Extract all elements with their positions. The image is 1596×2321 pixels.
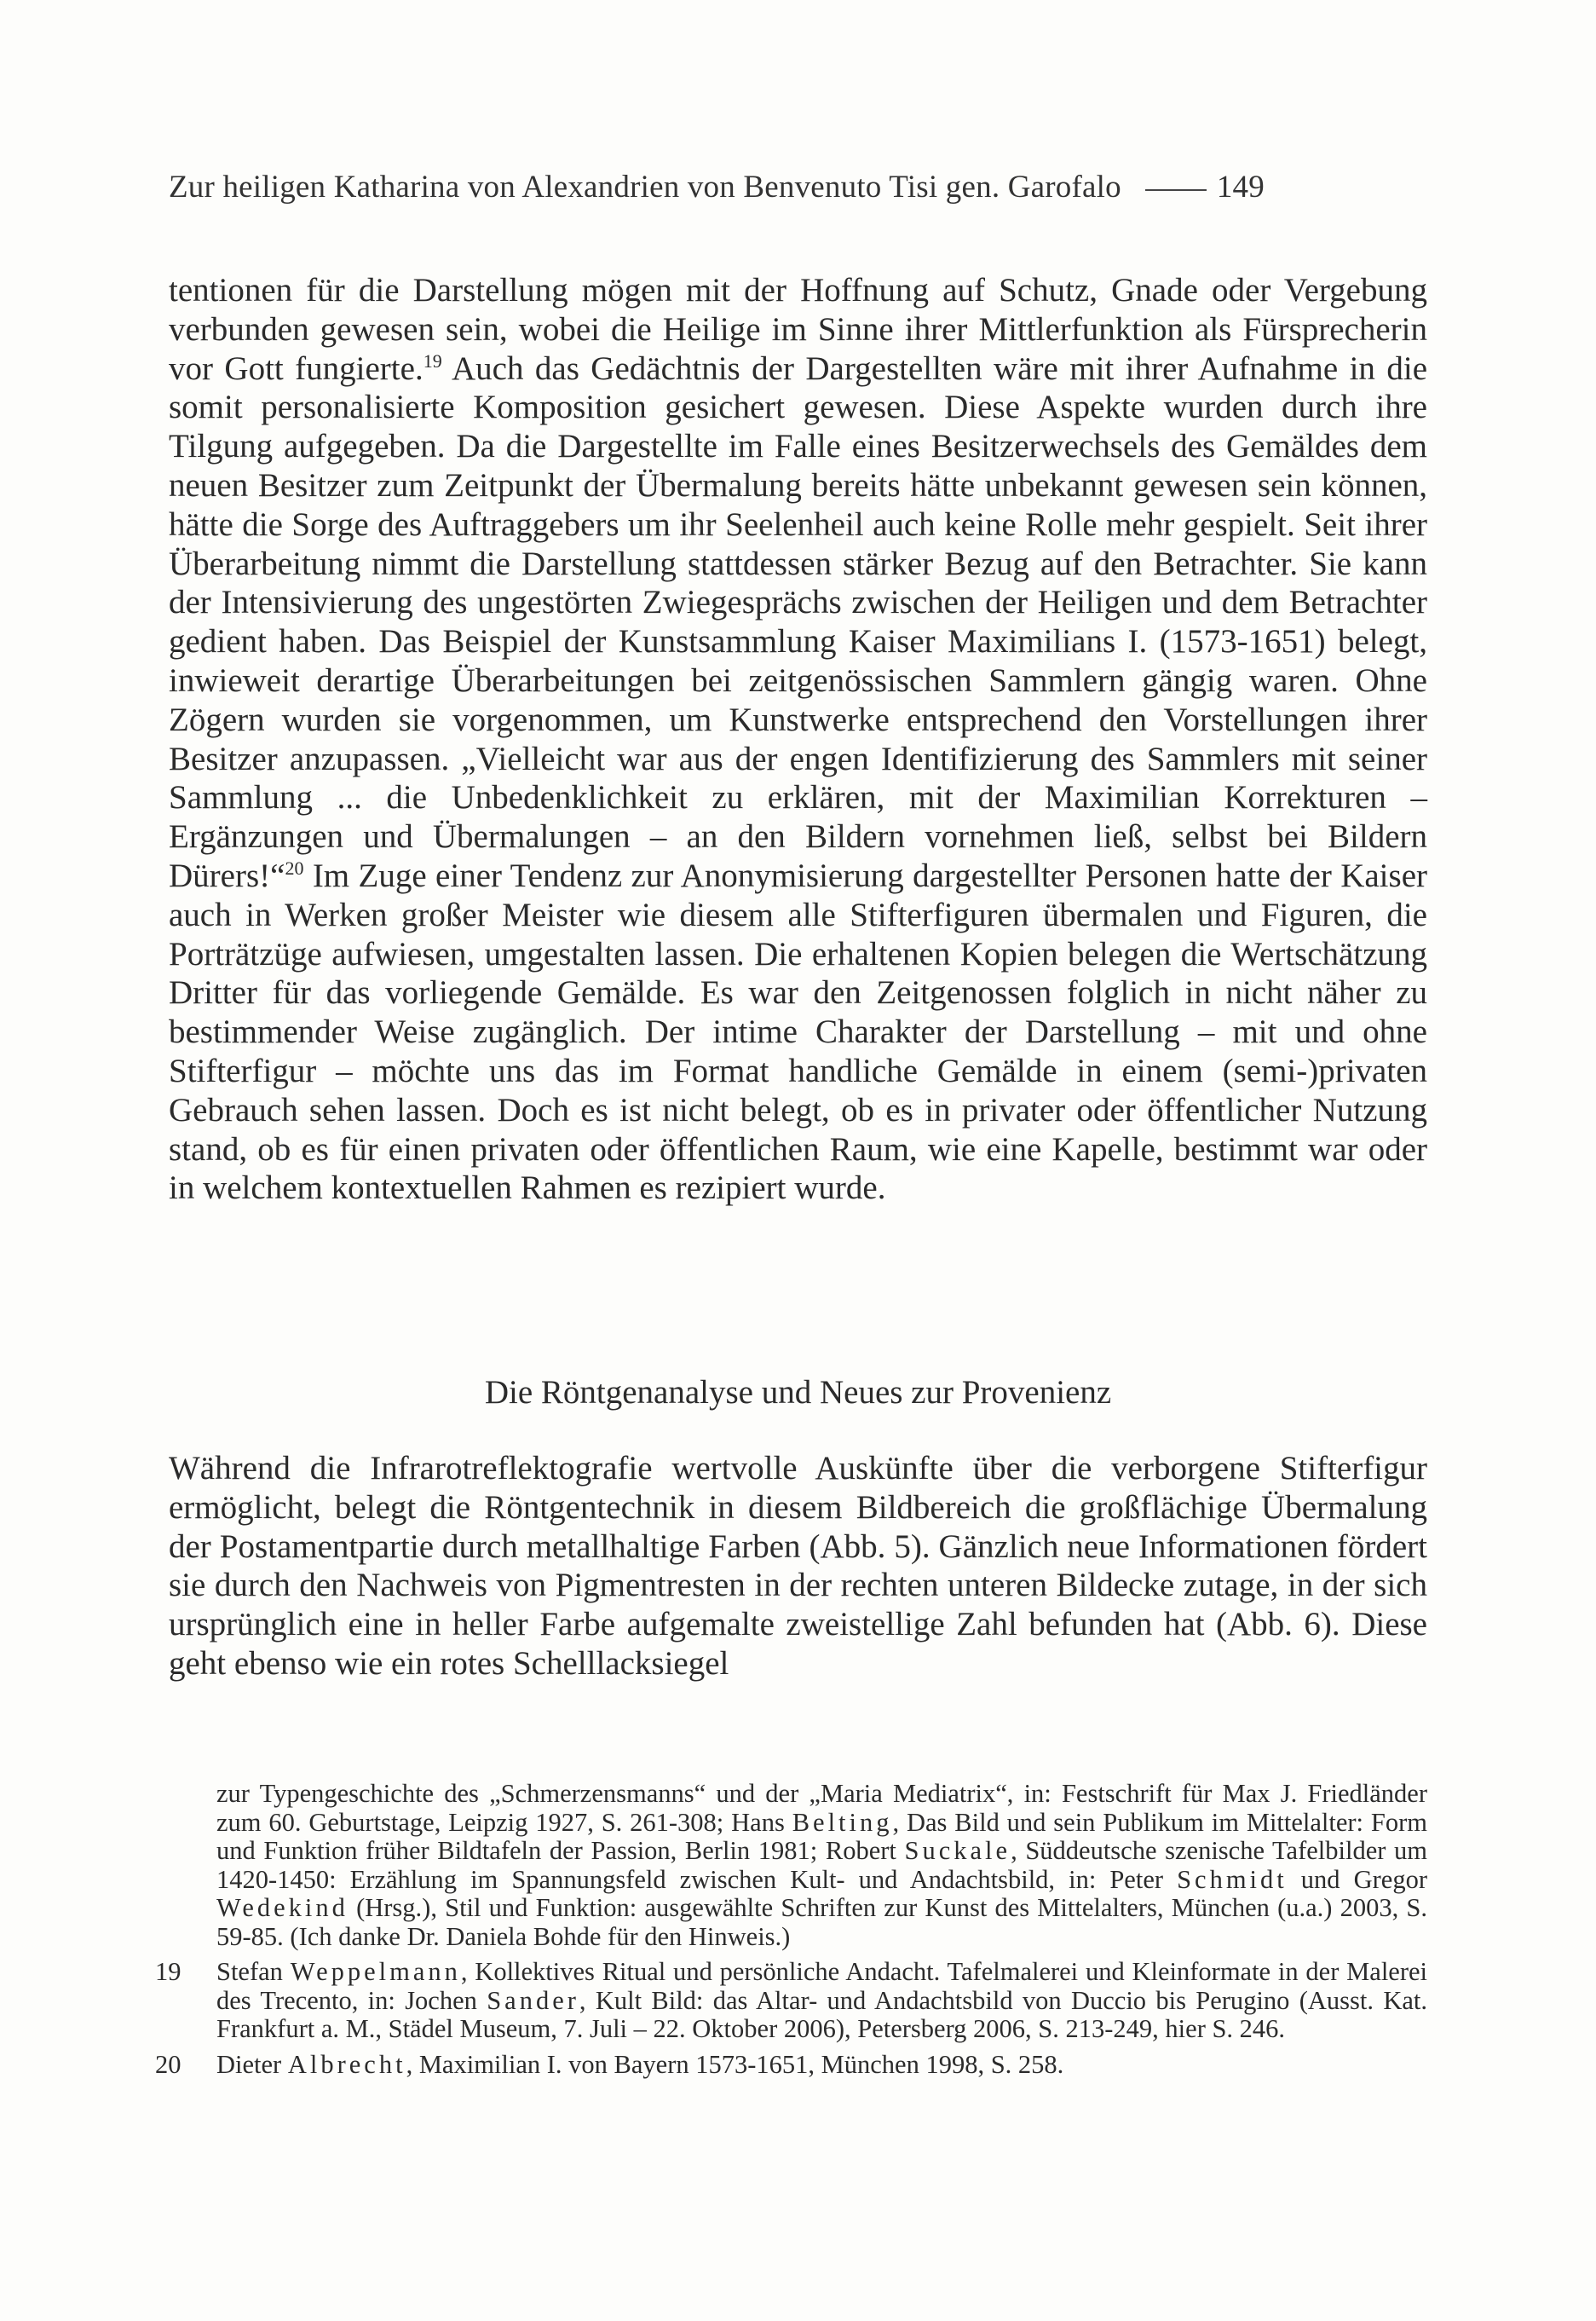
author-name: Albrecht bbox=[287, 2049, 406, 2079]
footnote-19 bbox=[155, 1958, 1427, 2044]
footnote-text: Stefan bbox=[216, 1957, 291, 1986]
paragraph-1-part-c: Im Zuge einer Tendenz zur Anonymisierung dargestellter Personen hatte der Kaiser auch in Werken großer Meister wie diesem alle Stifterfiguren übermalen und Figuren, die Porträtzüge aufwiesen, umgestalten lassen. Die erhaltenen Kopien belegen die Wertschätzung Dritter für das vorliegende Gemälde. Es war den Zeitgenossen folglich in nicht näher zu bestimmender Weise zugänglich. Der intime Charakter der Darstellung – mit und ohne Stifterfigur – möchte uns das im Format handliche Gemälde in einem (semi-)privaten Gebrauch sehen lassen. Doch es ist nicht belegt, ob es in privater oder öffentlicher Nutzung stand, ob es für einen privaten oder öffentlichen Raum, wie eine Kapelle, bestimmt war oder in welchem kontextuellen Rahmen es rezipiert wurde. bbox=[169, 857, 1427, 1207]
author-name: Sander bbox=[487, 1985, 579, 2015]
footnote-text: (Hrsg.), Stil und Funktion: ausgewählte Schriften zur Kunst des Mittelalters, München (u.a.) 2003, S. 59-85. (Ich danke Dr. Daniela Bohde für den Hinweis.) bbox=[216, 1893, 1427, 1951]
footnote-20 bbox=[155, 2051, 1427, 2080]
footnote-text: Dieter bbox=[216, 2049, 288, 2079]
footnote-number: 20 bbox=[155, 2049, 181, 2079]
paragraph-text bbox=[169, 271, 1427, 1208]
header-dash-rule bbox=[1145, 189, 1207, 191]
author-name: Weppelmann bbox=[290, 1957, 461, 1986]
author-name: Belting bbox=[792, 1807, 893, 1837]
footnote-text: , Maximilian I. von Bayern 1573-1651, München 1998, S. 258. bbox=[406, 2049, 1064, 2079]
footnote-ref-20: 20 bbox=[285, 857, 304, 879]
page-number: 149 bbox=[1216, 170, 1265, 205]
running-head bbox=[169, 167, 1438, 208]
author-name: Suckale bbox=[904, 1836, 1011, 1865]
footnote-text: zur Typengeschichte des „Schmerzensmanns“ und der „Maria Mediatrix“, in: Festschrift für Max J. Friedländer zum 60. Geburtstage, Leipzig 1927, S. 261-308; Hans bbox=[216, 1779, 1427, 1837]
footnote-text: , Kult Bild: das Altar- und Andachtsbild von Duccio bis Perugino (Ausst. Kat. Frankfurt a. M., Städel Museum, 7. Juli – 22. Oktober 2006), Petersberg 2006, S. 213-249, hier S. 246. bbox=[216, 1985, 1427, 2043]
paragraph-1-part-b: Auch das Gedächtnis der Dargestellten wäre mit ihrer Aufnahme in die somit personalisierte Komposition gesichert gewesen. Diese Aspekte wurden durch ihre Tilgung aufgegeben. Da die Dargestellte im Falle eines Besitzerwechsels des Gemäldes dem neuen Besitzer zum Zeitpunkt der Übermalung bereits hätte unbekannt gewesen sein können, hätte die Sorge des Auftraggebers um ihr Seelenheil auch keine Rolle mehr gespielt. Seit ihrer Überarbeitung nimmt die Darstellung stattdessen stärker Bezug auf den Betrachter. Sie kann der Intensivierung des ungestörten Zwiegesprächs zwischen der Heiligen und dem Betrachter gedient haben. Das Beispiel der Kunstsammlung Kaiser Maximilians I. (1573-1651) belegt, inwieweit derartige Überarbeitungen bei zeitgenössischen Sammlern gängig waren. Ohne Zögern wurden sie vorgenommen, um Kunstwerke entsprechend den Vorstellungen ihrer Besitzer anzupassen. „Vielleicht war aus der engen Identifizierung des Sammlers mit seiner Sammlung ... die Unbedenklichkeit zu erklären, mit der Maximilian Korrekturen – Ergänzungen und Übermalungen – an den Bildern vornehmen ließ, selbst bei Bildern Dürers!“ bbox=[169, 349, 1428, 894]
author-name: Schmidt bbox=[1177, 1864, 1288, 1894]
footnote-number: 19 bbox=[155, 1957, 181, 1986]
paragraph-1-part-a: tentionen für die Darstellung mögen mit der Hoffnung auf Schutz, Gnade oder Vergebung verbunden gewesen sein, wobei die Heilige im Sinne ihrer Mittlerfunktion als Fürsprecherin vor Gott fungierte. bbox=[169, 272, 1427, 387]
footnote-text: , Das Bild und sein Publikum im Mittelalter: Form und Funktion früher Bildtafeln der Passion, Berlin 1981; Robert bbox=[216, 1807, 1427, 1865]
body-paragraph-1 bbox=[169, 271, 1427, 1208]
running-head-title: Zur heiligen Katharina von Alexandrien von Benvenuto Tisi gen. Garofalo bbox=[169, 170, 1121, 205]
author-name: Wedekind bbox=[216, 1893, 349, 1922]
footnote-text: , Süddeutsche szenische Tafelbilder um 1420-1450: Erzählung im Spannungsfeld zwischen Kult- und Andachtsbild, in: Peter bbox=[216, 1836, 1427, 1894]
section-heading: Die Röntgenanalyse und Neues zur Provenienz bbox=[484, 1374, 1112, 1411]
footnote-ref-19: 19 bbox=[423, 349, 442, 372]
footnote-continuation bbox=[155, 1780, 1427, 1951]
footnote-text: , Kollektives Ritual und persönliche Andacht. Tafelmalerei und Kleinformate in der Malerei des Trecento, in: Jochen bbox=[216, 1957, 1427, 2015]
paragraph-text: Während die Infrarotreflektografie wertvolle Auskünfte über die verborgene Stifterfigur ermöglicht, belegt die Röntgentechnik in diesem Bildbereich die großflächige Übermalung der Postamentpartie durch metallhaltige Farben (Abb. 5). Gänzlich neue Informationen fördert sie durch den Nachweis von Pigmentresten in der rechten unteren Bildecke zutage, in der sich ursprünglich eine in heller Farbe aufgemalte zweistellige Zahl befunden hat (Abb. 6). Diese geht ebenso wie ein rotes Schelllacksiegel bbox=[169, 1450, 1427, 1682]
body-paragraph-2 bbox=[169, 1449, 1427, 1683]
footnotes bbox=[155, 1780, 1427, 2079]
footnote-text: und Gregor bbox=[1287, 1864, 1427, 1894]
